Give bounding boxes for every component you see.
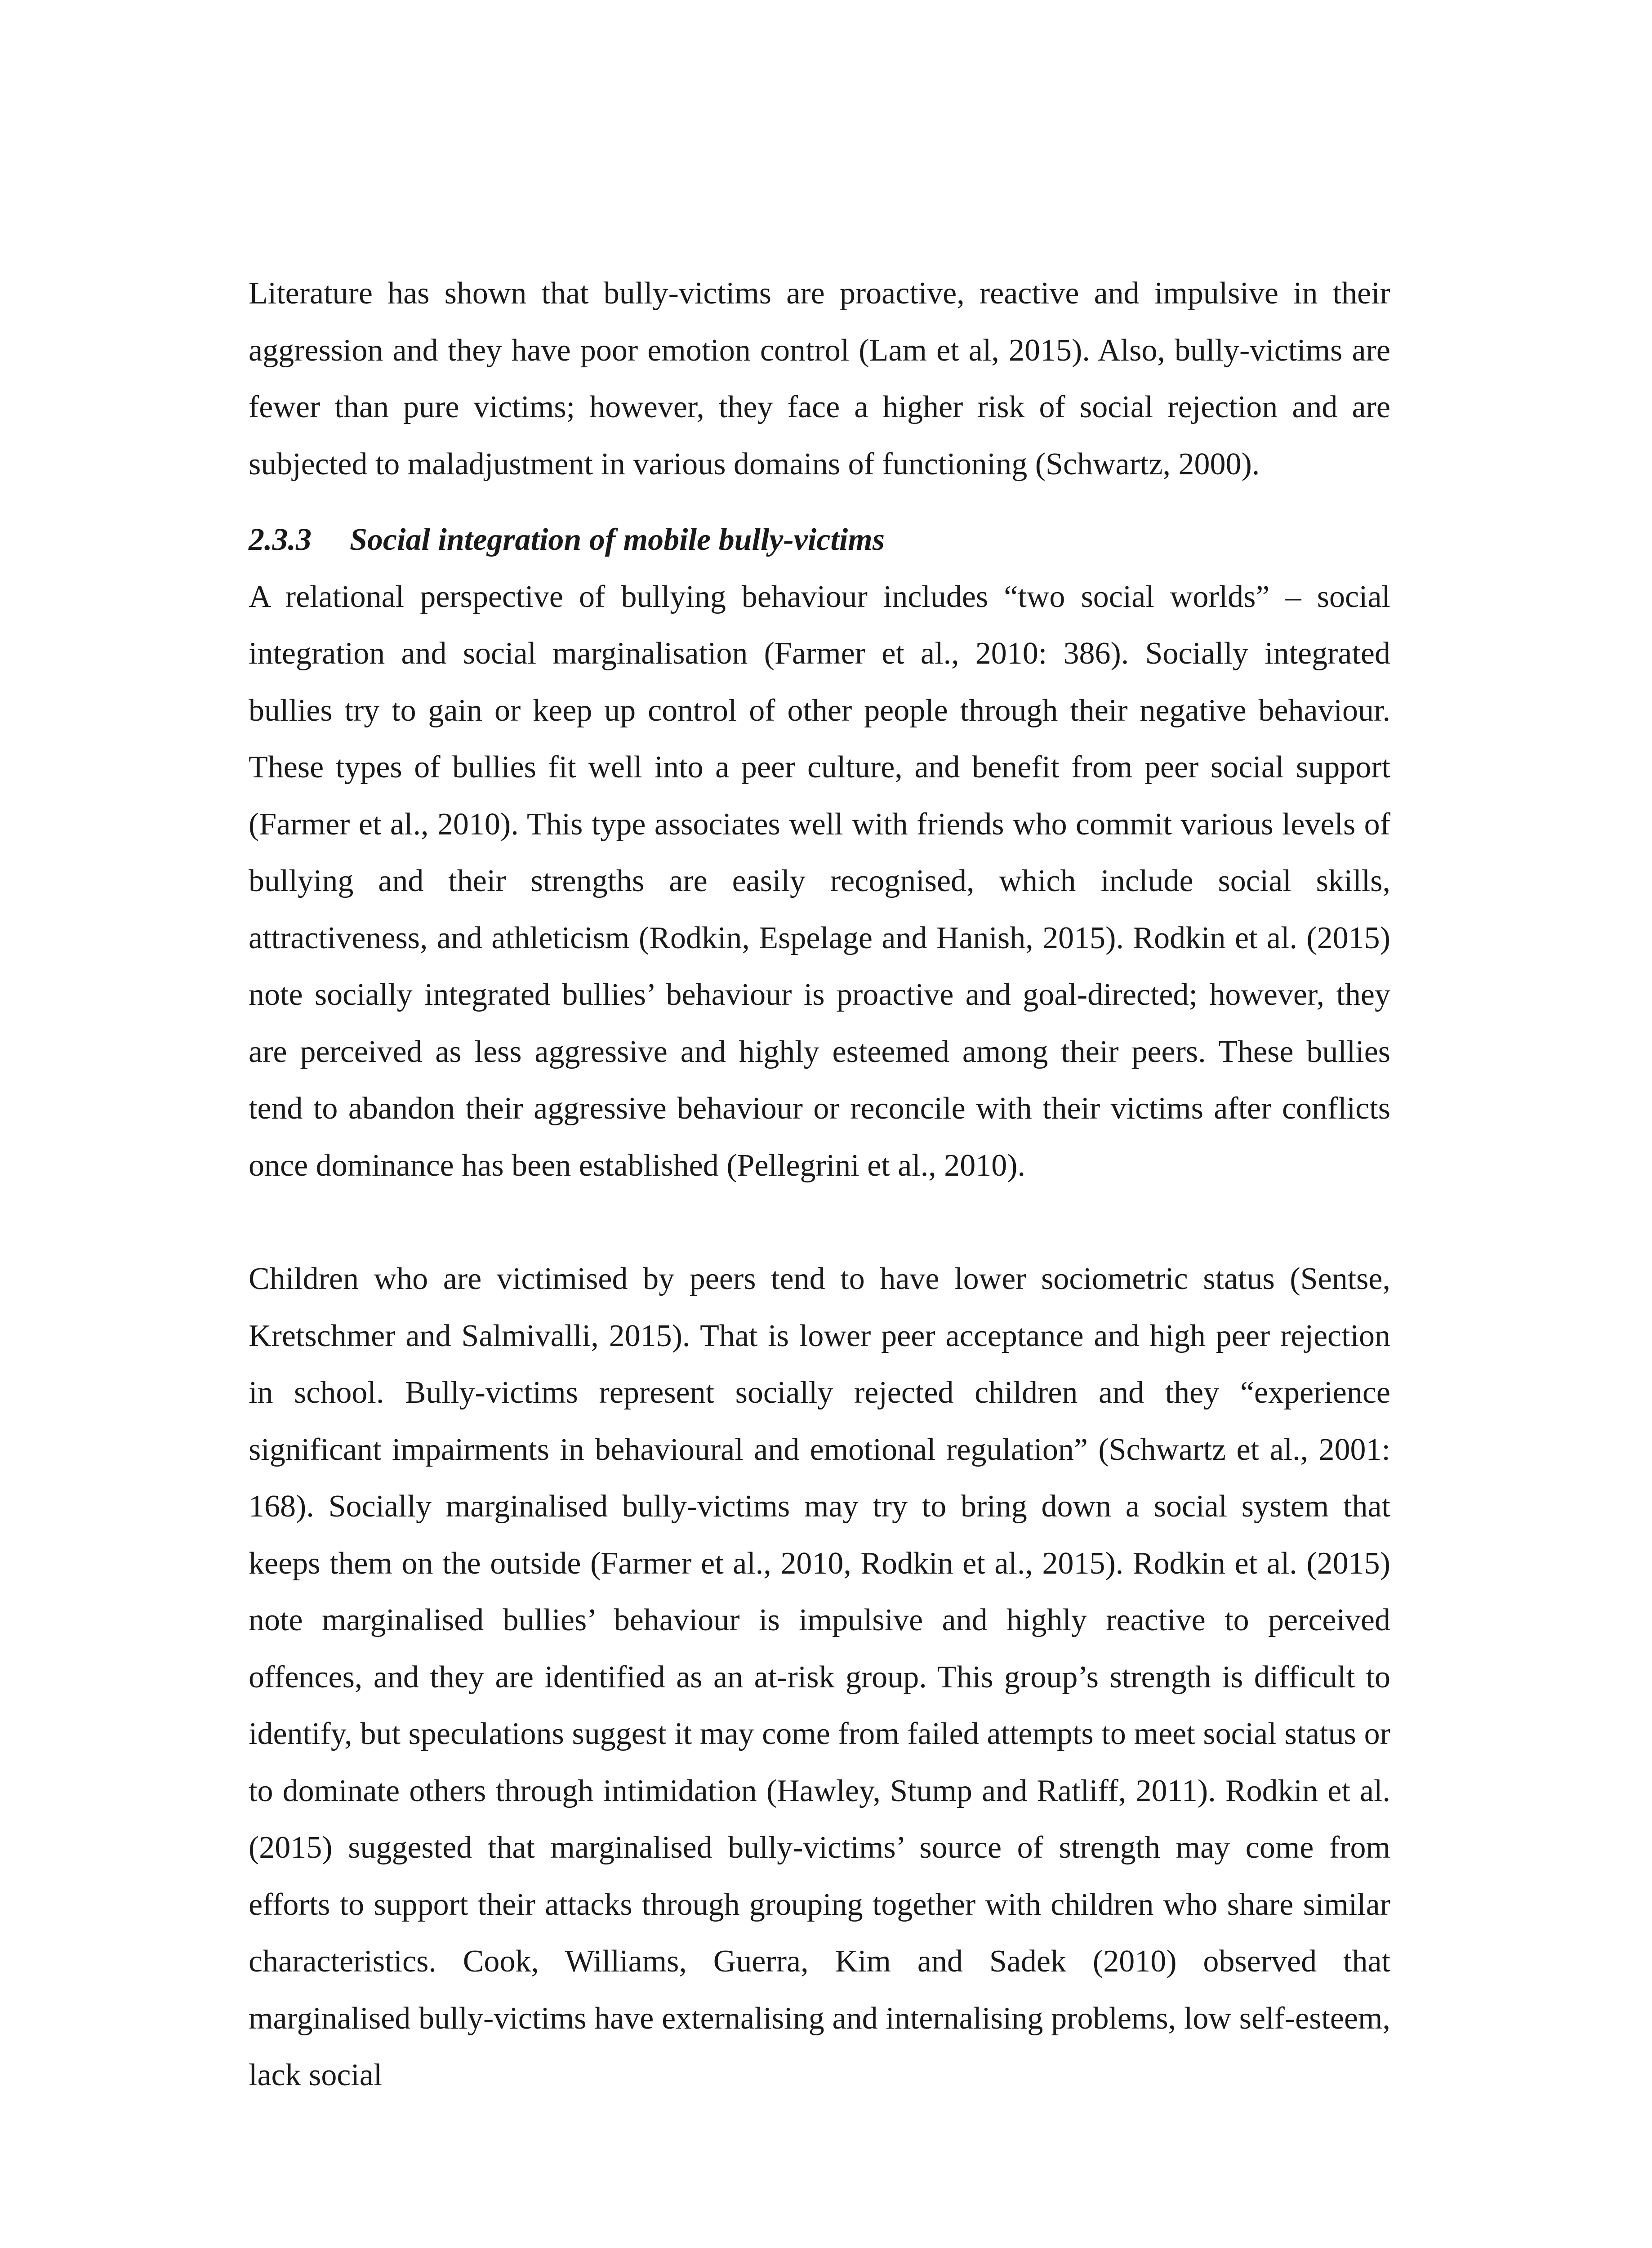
section-number: 2.3.3 [249, 522, 312, 557]
paragraph-gap [249, 1194, 1390, 1251]
section-heading [249, 512, 1390, 569]
paragraph-1: Literature has shown that bully-victims are proactive, reactive and impulsive in their aggression and they have poor emotion control (Lam et al, 2015). Also, bully-victims are fewer than pure victims; however, they face a higher risk of social rejection and are subjected to maladjustment in various domains of functioning (Schwartz, 2000). [249, 276, 1390, 482]
paragraph-3: Children who are victimised by peers tend to have lower sociometric status (Sentse, Kretschmer and Salmivalli, 2015). That is lower peer acceptance and high peer rejection in school. Bully-victims represent socially rejected children and they “experience significant impairments in behavioural and emotional regulation” (Schwartz et al., 2001: 168). Socially marginalised bully-victims may try to bring down a social system that keeps them on the outside (Farmer et al., 2010, Rodkin et al., 2015). Rodkin et al. (2015) note marginalised bullies’ behaviour is impulsive and highly reactive to perceived offences, and they are identified as an at-risk group. This group’s strength is difficult to identify, but speculations suggest it may come from failed attempts to meet social status or to dominate others through intimidation (Hawley, Stump and Ratliff, 2011). Rodkin et al. (2015) suggested that marginalised bully-victims’ source of strength may come from efforts to support their attacks through grouping together with children who share similar characteristics. Cook, Williams, Guerra, Kim and Sadek (2010) observed that marginalised bully-victims have externalising and internalising problems, low self-esteem, lack social [249, 1262, 1390, 2092]
section-title: Social integration of mobile bully-victims [350, 522, 885, 557]
document-body [249, 265, 1390, 2104]
paragraph-2: A relational perspective of bullying behaviour includes “two social worlds” – social integration and social marginalisation (Farmer et al., 2010: 386). Socially integrated bullies try to gain or keep up control of other people through their negative behaviour. These types of bullies fit well into a peer culture, and benefit from peer social support (Farmer et al., 2010). This type associates well with friends who commit various levels of bullying and their strengths are easily recognised, which include social skills, attractiveness, and athleticism (Rodkin, Espelage and Hanish, 2015). Rodkin et al. (2015) note socially integrated bullies’ behaviour is proactive and goal-directed; however, they are perceived as less aggressive and highly esteemed among their peers. These bullies tend to abandon their aggressive behaviour or reconcile with their victims after conflicts once dominance has been established (Pellegrini et al., 2010). [249, 579, 1390, 1183]
